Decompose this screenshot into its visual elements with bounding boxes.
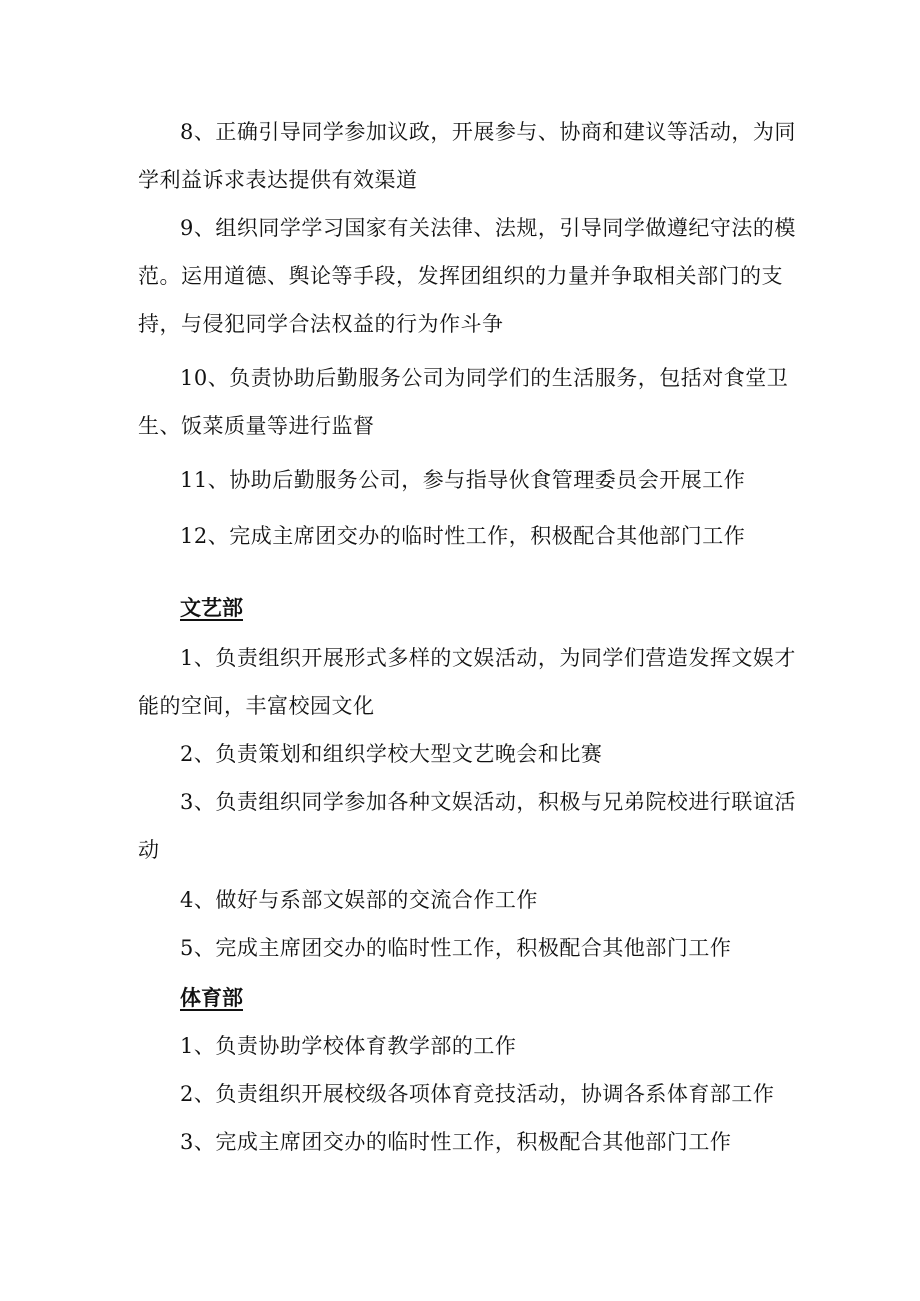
list-item: 8、正确引导同学参加议政，开展参与、协商和建议等活动，为同学利益诉求表达提供有效渠道 <box>138 120 796 192</box>
list-item: 12、完成主席团交办的临时性工作，积极配合其他部门工作 <box>180 524 746 548</box>
list-item: 10、负责协助后勤服务公司为同学们的生活服务，包括对食堂卫生、饭菜质量等进行监督 <box>138 366 789 438</box>
list-item: 9、组织同学学习国家有关法律、法规，引导同学做遵纪守法的模范。运用道德、舆论等手段，发挥团组织的力量并争取相关部门的支持，与侵犯同学合法权益的行为作斗争 <box>138 216 796 336</box>
list-item: 3、完成主席团交办的临时性工作，积极配合其他部门工作 <box>180 1130 732 1154</box>
list-item: 11、协助后勤服务公司，参与指导伙食管理委员会开展工作 <box>180 468 746 492</box>
list-item: 3、负责组织同学参加各种文娱活动，积极与兄弟院校进行联谊活动 <box>138 790 796 862</box>
list-item: 5、完成主席团交办的临时性工作，积极配合其他部门工作 <box>180 936 732 960</box>
list-item: 1、负责组织开展形式多样的文娱活动，为同学们营造发挥文娱才能的空间，丰富校园文化 <box>138 646 796 718</box>
list-item: 2、负责组织开展校级各项体育竞技活动，协调各系体育部工作 <box>180 1082 775 1106</box>
list-item: 2、负责策划和组织学校大型文艺晚会和比赛 <box>180 742 603 766</box>
list-item: 1、负责协助学校体育教学部的工作 <box>180 1034 517 1058</box>
section-heading-tiyu: 体育部 <box>180 985 243 1010</box>
section-heading-wenyi: 文艺部 <box>180 595 243 620</box>
list-item: 4、做好与系部文娱部的交流合作工作 <box>180 888 538 912</box>
